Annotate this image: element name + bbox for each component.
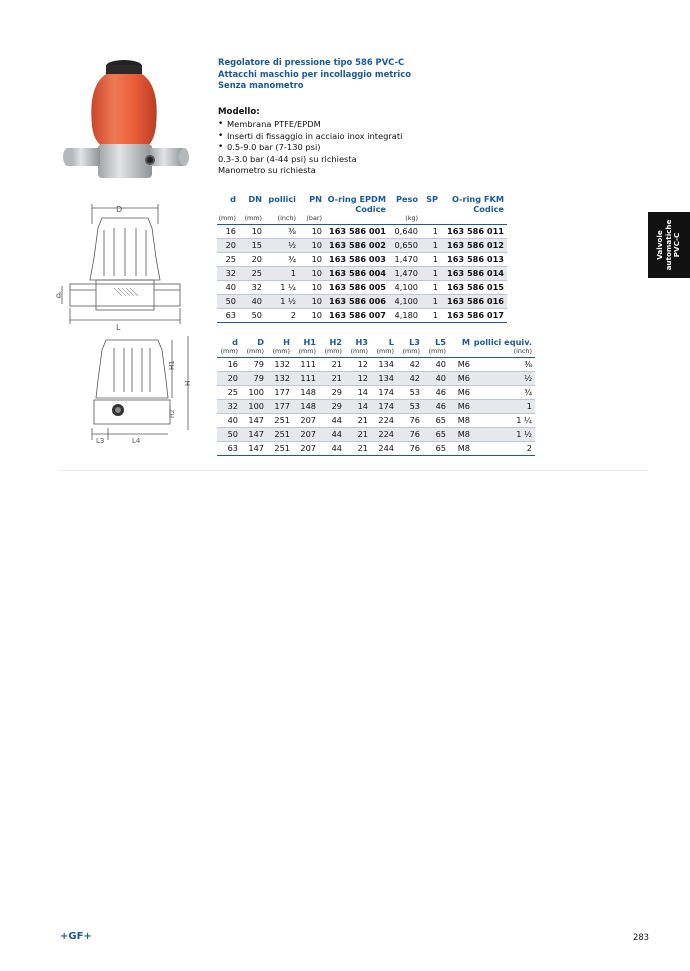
table-cell: 40: [423, 372, 449, 386]
table-cell: 148: [293, 400, 319, 414]
table-cell: 10: [299, 295, 325, 309]
table-cell: 50: [217, 295, 239, 309]
dim-label-L: L: [116, 323, 121, 332]
table-cell: 1: [265, 267, 299, 281]
table-cell: 21: [345, 414, 371, 428]
table-cell: 1 ½: [265, 295, 299, 309]
table-cell: 79: [241, 358, 267, 372]
table-cell: 25: [239, 267, 265, 281]
dim-label-L4: L4: [132, 437, 141, 445]
table-cell: 53: [397, 400, 423, 414]
unit-cell: (mm): [423, 347, 449, 358]
col-header: L3: [409, 337, 420, 347]
unit-cell: (mm): [217, 214, 239, 225]
table-cell: 2: [473, 442, 535, 456]
model-note: Manometro su richiesta: [218, 165, 316, 175]
table-cell: 40: [217, 414, 241, 428]
unit-cell: (kg): [389, 214, 421, 225]
table-cell: 1,470: [389, 267, 421, 281]
table-cell: 20: [217, 239, 239, 253]
table-cell: 1: [421, 281, 441, 295]
table-cell: 163 586 015: [441, 281, 507, 295]
side-tab-label: [656, 220, 682, 271]
unit-cell: [325, 214, 389, 225]
table-cell: 25: [217, 253, 239, 267]
section-side-tab: [648, 212, 690, 278]
table-cell: 65: [423, 442, 449, 456]
dim-label-L3: L3: [96, 437, 105, 445]
unit-cell: (mm): [241, 347, 267, 358]
table-cell: ½: [473, 372, 535, 386]
title-line: Regolatore di pressione tipo 586 PVC-C: [218, 57, 405, 67]
table-cell: M6: [449, 386, 473, 400]
table-cell: 32: [217, 267, 239, 281]
table-cell: 10: [299, 309, 325, 323]
side-tab-line: PVC-C: [672, 232, 682, 258]
table-row: [217, 372, 535, 386]
table-cell: 207: [293, 414, 319, 428]
unit-cell: (mm): [267, 347, 293, 358]
valve-drawing-side: [88, 330, 198, 450]
table-row: [217, 239, 507, 253]
table-row: [217, 428, 535, 442]
table-cell: M6: [449, 372, 473, 386]
table-cell: 1: [421, 267, 441, 281]
title-line: Senza manometro: [218, 80, 304, 90]
table-cell: 134: [371, 358, 397, 372]
table-row: [217, 309, 507, 323]
table-row: [217, 400, 535, 414]
dim-label-D: D: [116, 205, 123, 214]
table-cell: 147: [241, 428, 267, 442]
table-cell: 16: [217, 225, 239, 239]
table-cell: 12: [345, 372, 371, 386]
table-row: [217, 414, 535, 428]
table-header-row: [217, 337, 535, 347]
dim-label-H: H: [184, 380, 192, 386]
unit-cell: [449, 347, 473, 358]
col-header: H2: [329, 337, 342, 347]
table-cell: 163 586 014: [441, 267, 507, 281]
table-cell: 111: [293, 358, 319, 372]
table-cell: 251: [267, 414, 293, 428]
col-header: d: [230, 194, 236, 204]
product-title: [218, 57, 538, 92]
valve-photo: [58, 56, 198, 186]
table-cell: 14: [345, 400, 371, 414]
table-cell: 44: [319, 428, 345, 442]
table-cell: 4,180: [389, 309, 421, 323]
table-cell: 100: [241, 400, 267, 414]
table-row: [217, 267, 507, 281]
model-info: [218, 106, 538, 177]
table-cell: 10: [299, 281, 325, 295]
table-cell: 44: [319, 414, 345, 428]
table-cell: 1: [421, 309, 441, 323]
table-cell: 0,640: [389, 225, 421, 239]
table-header-row: [217, 194, 507, 214]
table-cell: 42: [397, 372, 423, 386]
model-note: 0.3-3.0 bar (4-44 psi) su richiesta: [218, 153, 357, 164]
table-cell: 251: [267, 428, 293, 442]
col-header: L5: [435, 337, 446, 347]
table-cell: 10: [299, 253, 325, 267]
table-cell: ⅜: [473, 358, 535, 372]
table-cell: M8: [449, 428, 473, 442]
col-header: SP: [426, 194, 438, 204]
col-header: O-ring EPDM Codice: [327, 194, 386, 214]
table-cell: 40: [217, 281, 239, 295]
table-cell: 163 586 004: [325, 267, 389, 281]
table-cell: 10: [299, 267, 325, 281]
table-cell: 76: [397, 414, 423, 428]
table-cell: 207: [293, 442, 319, 456]
dim-label-H2: H2: [169, 409, 176, 418]
table-cell: 1 ¼: [473, 414, 535, 428]
table-cell: 147: [241, 442, 267, 456]
table-cell: 1 ½: [473, 428, 535, 442]
table-cell: 148: [293, 386, 319, 400]
model-bullet: • Inserti di fissaggio in acciaio inox integrati: [218, 131, 538, 143]
table-cell: 163 586 016: [441, 295, 507, 309]
order-codes-table: [217, 194, 507, 323]
table-cell: 15: [239, 239, 265, 253]
table-cell: 1: [473, 400, 535, 414]
table-cell: 20: [239, 253, 265, 267]
table-cell: 163 586 012: [441, 239, 507, 253]
table-cell: 163 586 002: [325, 239, 389, 253]
table-cell: 163 586 011: [441, 225, 507, 239]
table-cell: 132: [267, 358, 293, 372]
table-cell: 1: [421, 253, 441, 267]
table-cell: 163 586 007: [325, 309, 389, 323]
table-cell: 4,100: [389, 295, 421, 309]
table-cell: 44: [319, 442, 345, 456]
table-cell: 163 586 006: [325, 295, 389, 309]
table-cell: 4,100: [389, 281, 421, 295]
table-cell: 40: [423, 358, 449, 372]
table-cell: 63: [217, 442, 241, 456]
table-cell: 177: [267, 400, 293, 414]
table-cell: 163 586 005: [325, 281, 389, 295]
table-cell: 251: [267, 442, 293, 456]
unit-cell: (mm): [217, 347, 241, 358]
table-cell: 53: [397, 386, 423, 400]
table-cell: 2: [265, 309, 299, 323]
unit-cell: (inch): [473, 347, 535, 358]
table-row: [217, 442, 535, 456]
table-cell: M6: [449, 400, 473, 414]
col-header: H1: [303, 337, 316, 347]
table-cell: 65: [423, 428, 449, 442]
unit-cell: (mm): [239, 214, 265, 225]
side-tab-line: Valvole: [655, 230, 665, 260]
table-cell: 12: [345, 358, 371, 372]
table-cell: ¾: [265, 253, 299, 267]
table-cell: 244: [371, 442, 397, 456]
col-header: DN: [248, 194, 262, 204]
table-cell: 224: [371, 414, 397, 428]
col-header: PN: [309, 194, 322, 204]
table-cell: M8: [449, 442, 473, 456]
table-cell: 174: [371, 400, 397, 414]
table-cell: 16: [217, 358, 241, 372]
table-cell: 132: [267, 372, 293, 386]
table-cell: 163 586 013: [441, 253, 507, 267]
table-cell: 46: [423, 400, 449, 414]
unit-cell: (inch): [265, 214, 299, 225]
table-row: [217, 295, 507, 309]
table-cell: 1: [421, 225, 441, 239]
col-header: d: [232, 337, 238, 347]
table-cell: 10: [299, 225, 325, 239]
col-header: O-ring FKM Codice: [452, 194, 504, 214]
table-cell: 10: [239, 225, 265, 239]
col-header: D: [257, 337, 264, 347]
table-cell: 21: [319, 372, 345, 386]
table-row: [217, 386, 535, 400]
dim-label-H1: H1: [168, 360, 176, 370]
unit-cell: (mm): [397, 347, 423, 358]
table-cell: 111: [293, 372, 319, 386]
table-row: [217, 358, 535, 372]
col-header: H: [283, 337, 290, 347]
table-cell: 163 586 003: [325, 253, 389, 267]
table-cell: ⅜: [265, 225, 299, 239]
col-header: M: [461, 337, 470, 347]
table-cell: 32: [217, 400, 241, 414]
table-cell: 14: [345, 386, 371, 400]
table-cell: 0,650: [389, 239, 421, 253]
page-number: 283: [633, 932, 649, 942]
table-cell: 79: [241, 372, 267, 386]
dim-label-d: d: [56, 291, 62, 300]
table-cell: 174: [371, 386, 397, 400]
table-cell: 1 ¼: [265, 281, 299, 295]
table-cell: 1,470: [389, 253, 421, 267]
table-cell: 76: [397, 442, 423, 456]
table-cell: 32: [239, 281, 265, 295]
unit-cell: [441, 214, 507, 225]
table-cell: 46: [423, 386, 449, 400]
table-cell: 100: [241, 386, 267, 400]
section-divider: [58, 470, 648, 471]
table-cell: 29: [319, 400, 345, 414]
table-cell: 21: [345, 428, 371, 442]
unit-cell: (bar): [299, 214, 325, 225]
model-bullet: • 0.5-9.0 bar (7-130 psi): [218, 142, 538, 154]
col-header: pollici equiv.: [473, 337, 532, 347]
side-tab-line: automatiche: [663, 219, 673, 271]
table-cell: 40: [239, 295, 265, 309]
unit-cell: (mm): [345, 347, 371, 358]
gf-logo: +GF+: [60, 931, 92, 942]
col-header: pollici: [268, 194, 296, 204]
table-cell: M8: [449, 414, 473, 428]
table-cell: M6: [449, 358, 473, 372]
table-cell: 207: [293, 428, 319, 442]
table-cell: 134: [371, 372, 397, 386]
dimensions-table: [217, 337, 535, 456]
table-row: [217, 281, 507, 295]
table-cell: 20: [217, 372, 241, 386]
table-row: [217, 253, 507, 267]
units-row: [217, 214, 507, 225]
col-header: L: [388, 337, 394, 347]
unit-cell: (mm): [371, 347, 397, 358]
units-row: [217, 347, 535, 358]
table-cell: 65: [423, 414, 449, 428]
model-bullet: • Membrana PTFE/EPDM: [218, 119, 538, 131]
model-heading: Modello:: [218, 107, 260, 117]
table-cell: 1: [421, 239, 441, 253]
table-cell: 76: [397, 428, 423, 442]
table-cell: ½: [265, 239, 299, 253]
table-cell: 50: [217, 428, 241, 442]
table-cell: 21: [319, 358, 345, 372]
col-header: Peso: [395, 194, 418, 204]
table-cell: 177: [267, 386, 293, 400]
table-cell: 63: [217, 309, 239, 323]
table-cell: 1: [421, 295, 441, 309]
table-cell: 163 586 001: [325, 225, 389, 239]
title-line: Attacchi maschio per incollaggio metrico: [218, 68, 411, 79]
table-cell: 50: [239, 309, 265, 323]
table-cell: 25: [217, 386, 241, 400]
table-cell: 29: [319, 386, 345, 400]
table-cell: 42: [397, 358, 423, 372]
valve-drawing-front: [56, 198, 186, 338]
table-cell: 21: [345, 442, 371, 456]
table-cell: 147: [241, 414, 267, 428]
table-row: [217, 225, 507, 239]
unit-cell: [421, 214, 441, 225]
table-cell: 224: [371, 428, 397, 442]
unit-cell: (mm): [293, 347, 319, 358]
table-cell: ¾: [473, 386, 535, 400]
col-header: H3: [355, 337, 368, 347]
table-cell: 163 586 017: [441, 309, 507, 323]
model-bullets: [218, 119, 538, 154]
unit-cell: (mm): [319, 347, 345, 358]
table-cell: 10: [299, 239, 325, 253]
